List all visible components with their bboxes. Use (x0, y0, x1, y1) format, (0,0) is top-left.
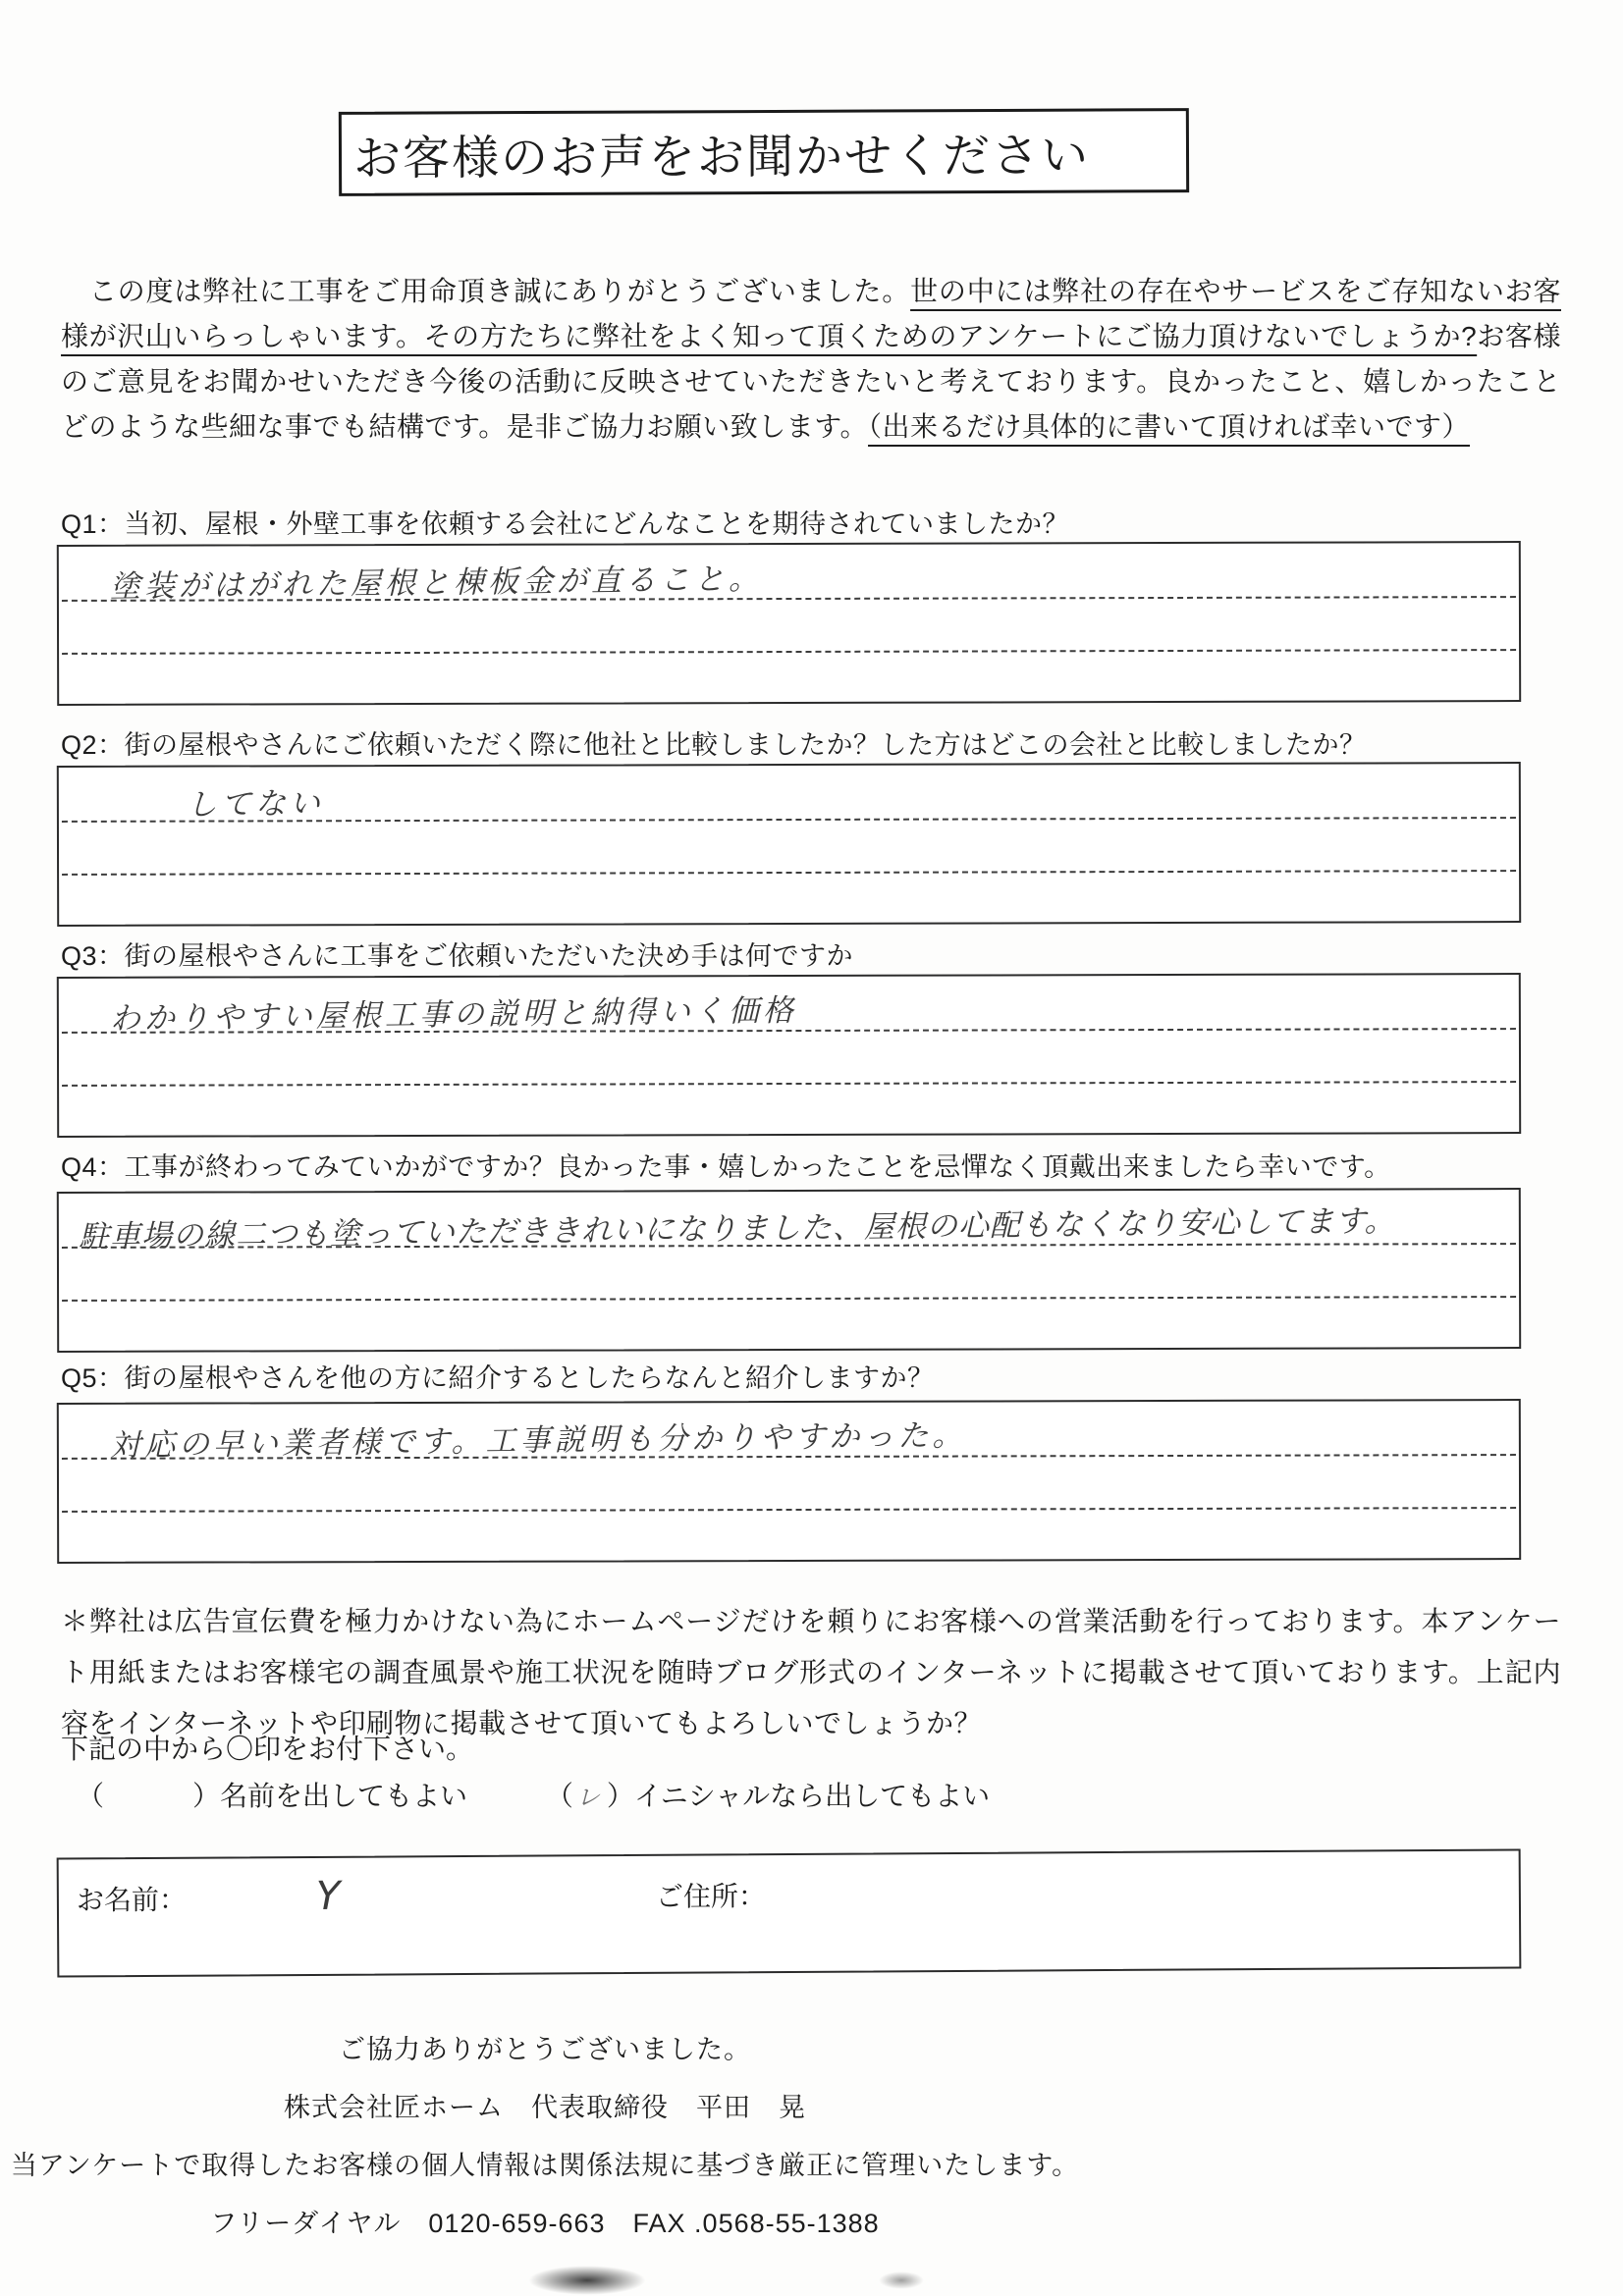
consent-option-initial (546, 1781, 990, 1811)
company-line: 株式会社匠ホーム 代表取締役 平田 晃 (284, 2093, 806, 2122)
writing-line (62, 870, 1516, 876)
consent-option-initial-mark: レ (575, 1784, 604, 1811)
paren-open: （ (545, 1781, 573, 1811)
writing-line (62, 649, 1516, 655)
question-3-answer-box (57, 973, 1521, 1138)
name-field-label: お名前： (76, 1884, 188, 1916)
question-2-handwritten-answer: してない (186, 785, 325, 824)
question-5-label: Q5：街の屋根やさんを他の方に紹介するとしたらなんと紹介しますか？ (61, 1363, 935, 1393)
title-box (339, 108, 1189, 196)
question-4-answer-box (57, 1188, 1521, 1353)
paren-open: （ (77, 1781, 160, 1811)
question-1-label: Q1：当初、屋根・外壁工事を依頼する会社にどんなことを期待されていましたか？ (61, 509, 1070, 539)
question-1-answer-box (57, 541, 1521, 706)
question-5-handwritten-answer: 対応の早い業者様です。工事説明も分かりやすかった。 (109, 1417, 967, 1464)
consent-option-name (77, 1781, 467, 1811)
question-3-label: Q3：街の屋根やさんに工事をご依頼いただいた決め手は何ですか (61, 941, 854, 971)
name-handwritten-value: Y (315, 1873, 345, 1919)
question-5-answer-box (57, 1399, 1521, 1564)
question-2-label: Q2：街の屋根やさんにご依頼いただく際に他社と比較しましたか？した方はどこの会社と比較しましたか？ (61, 730, 1367, 760)
name-address-box (57, 1848, 1522, 1977)
intro-paragraph (61, 269, 1561, 450)
publication-consent-note: ＊弊社は広告宣伝費を極力かけない為にホームページだけを頼りにお客様への営業活動を行っております。本アンケート用紙またはお客様宅の調査風景や施工状況を随時ブログ形式のインターネットに掲載させて頂いております。上記内容をインターネットや印刷物に掲載させて頂いてもよろしいでしょうか？ (61, 1606, 1561, 1738)
consent-option-name-label: 名前を出してもよい (220, 1781, 468, 1811)
circle-instruction: 下記の中から〇印をお付下さい。 (61, 1734, 474, 1764)
paren-close: ） (192, 1781, 221, 1811)
contact-line: フリーダイヤル 0120-659-663 FAX .0568-55-1388 (210, 2209, 880, 2238)
consent-option-initial-label: イニシャルなら出してもよい (633, 1781, 991, 1811)
writing-line (62, 1081, 1516, 1087)
intro-segment-underlined: 世の中には弊社の存在やサービスをご存知ないお客様が沢山いらっしゃいます。その方たちに弊社をよく知って頂くためのアンケートにご協力頂けないでしょうか? (61, 276, 1561, 351)
privacy-line: 当アンケートで取得したお客様の個人情報は関係法規に基づき厳正に管理いたします。 (10, 2151, 1080, 2180)
intro-segment-underlined: （出来るだけ具体的に書いて頂ければ幸いです） (868, 411, 1471, 442)
consent-options-row (77, 1775, 1060, 1814)
scan-smudge (879, 2271, 924, 2289)
question-3-handwritten-answer: わかりやすい屋根工事の説明と納得いく価格 (109, 992, 798, 1038)
question-2-answer-box (57, 762, 1521, 927)
paren-close: ） (606, 1781, 634, 1811)
intro-segment: お客様のご意見をお聞かせいただき今後の活動に反映させていただきたいと考えております。良かったこと、嬉しかったことどのような些細な事でも結構です。是非ご協力お願い致します。 (61, 321, 1561, 442)
writing-line (62, 1507, 1516, 1513)
writing-line (62, 1296, 1516, 1302)
address-field-label: ご住所： (655, 1881, 767, 1912)
scan-smudge (528, 2266, 646, 2295)
question-4-handwritten-answer: 駐車場の線二つも塗っていただききれいになりました、屋根の心配もなくなり安心してます。 (78, 1202, 1396, 1255)
thanks-line: ご協力ありがとうございました。 (339, 2035, 751, 2064)
question-4-label: Q4：工事が終わってみていかがですか？良かった事・嬉しかったことを忌憚なく頂戴出来ましたら幸いです。 (61, 1152, 1391, 1182)
closing-block (0, 2028, 1090, 2260)
page-title: お客様のお声をお聞かせください (352, 130, 1091, 186)
question-1-handwritten-answer: 塗装がはがれた屋根と棟板金が直ること。 (109, 561, 764, 606)
intro-segment: この度は弊社に工事をご用命頂き誠にありがとうございました。 (61, 276, 911, 306)
